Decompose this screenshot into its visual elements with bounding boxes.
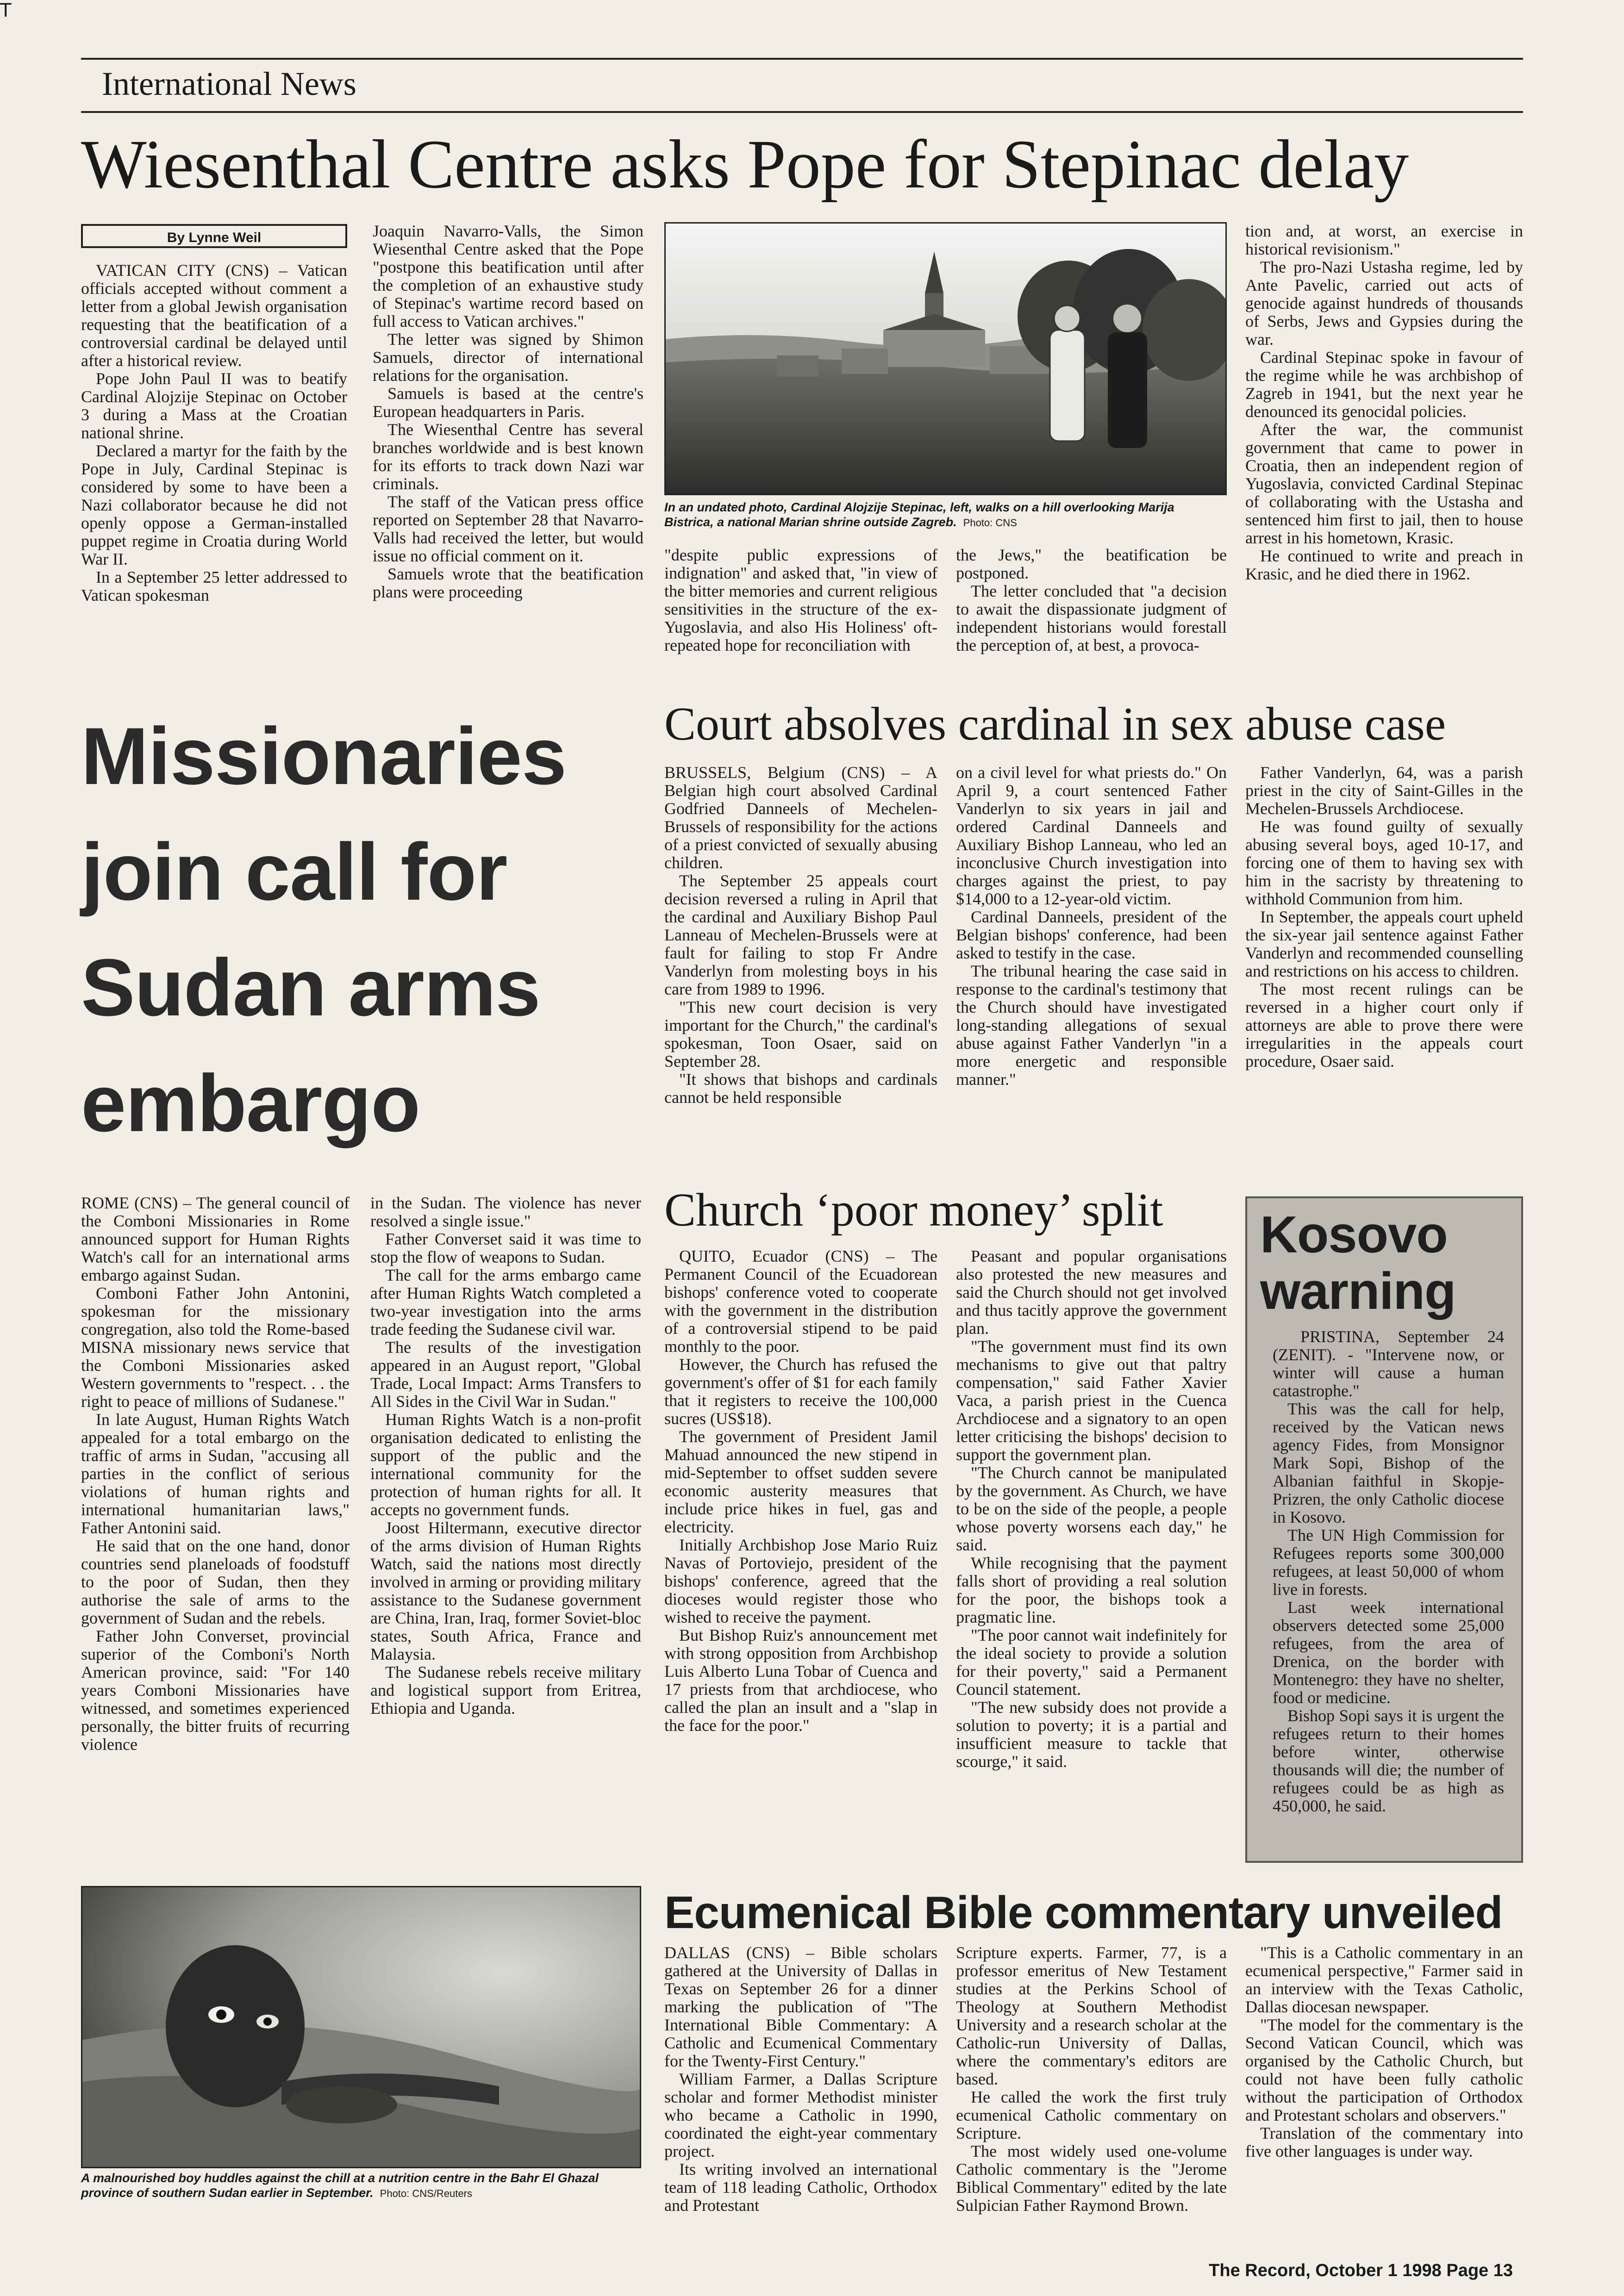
paragraph: "This new court decision is very important for the Church," the cardinal's spokesman, Toon Osaer, said on September 28. (664, 998, 937, 1070)
paragraph: Its writing involved an international team of 118 leading Catholic, Orthodox and Protestant (664, 2160, 937, 2215)
sudan-col-1 (81, 1194, 350, 1879)
section-rule (81, 111, 1523, 113)
section-label: International News (102, 65, 356, 102)
paragraph: The pro-Nazi Ustasha regime, led by Ante Pavelic, carried out acts of genocide against hundreds of thousands of Serbs, Jews and Gypsies during the war. (1245, 258, 1523, 348)
paragraph: Bishop Sopi says it is urgent the refugees return to their homes before winter, otherwise thousands will die; the number of refugees could be as high as 450,000, he said. (1273, 1706, 1504, 1815)
paragraph: Human Rights Watch is a non-profit organisation dedicated to enlisting the support of the public and the international community for the protection of human rights for all. It accepts no government funds. (370, 1410, 641, 1519)
paragraph: The UN High Commission for Refugees reports some 300,000 refugees, at least 50,000 of whom live in forests. (1273, 1526, 1504, 1599)
church-col-2 (956, 1247, 1227, 1872)
paragraph: Scripture experts. Farmer, 77, is a professor emeritus of New Testament studies at the Perkins School of Theology at Southern Methodist University and a research scholar at the Catholic-run University of Dallas, where the commentary's editors are based. (956, 1943, 1227, 2088)
stepinac-photo (664, 222, 1227, 495)
headline-line: join call for (81, 827, 507, 917)
paragraph: DALLAS (CNS) – Bible scholars gathered at the University of Dallas in Texas on September 26 for a dinner marking the publication of "The International Bible Commentary: A Catholic and Ecumenical Commentary for the Twenty-First Century." (664, 1943, 937, 2070)
paragraph: Declared a martyr for the faith by the Pope in July, Cardinal Stepinac is considered by some to have been a Nazi collaborator because he did not openly oppose a German-installed puppet regime in Croatia during World War II. (81, 442, 347, 568)
headline-line: Kosovo (1260, 1206, 1448, 1263)
paragraph: "This is a Catholic commentary in an ecumenical perspective," Farmer said in an interview with the Texas Catholic, Dallas diocesan newspaper. (1245, 1943, 1523, 2016)
court-col-1 (664, 764, 937, 1171)
paragraph: The Sudanese rebels receive military and logistical support from Eritrea, Ethiopia and Uganda. (370, 1663, 641, 1717)
paragraph: VATICAN CITY (CNS) – Vatican officials accepted without comment a letter from a global Jewish organisation requesting that the beatification of a controversial cardinal be delayed until after a historical review. (81, 261, 347, 370)
caption-text: A malnourished boy huddles against the chill at a nutrition centre in the Bahr El Ghazal province of southern Sudan earlier in September. (81, 2171, 599, 2200)
paragraph: "The government must find its own mechanisms to give out that paltry compensation," said Father Xavier Vaca, a parish priest in the Cuenca Archdiocese and a signatory to an open letter criticising the bishops' decision to support the government plan. (956, 1337, 1227, 1464)
sudan-caption (81, 2171, 641, 2201)
paragraph: In late August, Human Rights Watch appealed for a total embargo on the traffic of arms in Sudan, "accusing all parties in the conflict of serious violations of human rights and international humanitarian laws," Father Antonini said. (81, 1410, 350, 1537)
paragraph: QUITO, Ecuador (CNS) – The Permanent Council of the Ecuadorean bishops' conference voted to cooperate with the government in the distribution of a controversial stipend to be paid monthly to the poor. (664, 1247, 937, 1356)
court-col-2 (956, 764, 1227, 1171)
paragraph: The letter was signed by Shimon Samuels, director of international relations for the organisation. (373, 330, 643, 385)
photo-credit: Photo: CNS/Reuters (380, 2188, 472, 2199)
stepinac-caption (664, 500, 1227, 530)
paragraph: William Farmer, a Dallas Scripture scholar and former Methodist minister who became a Catholic in 1990, coordinated the eight-year commentary project. (664, 2070, 937, 2160)
paragraph: However, the Church has refused the government's offer of $1 for each family that it registers to receive the 100,000 sucres (US$18). (664, 1355, 937, 1428)
paragraph: Peasant and popular organisations also protested the new measures and said the Church should not get involved and thus tacitly approve the government plan. (956, 1247, 1227, 1338)
paragraph: Comboni Father John Antonini, spokesman for the missionary congregation, also told the Rome-based MISNA missionary news service that the Comboni Missionaries asked Western governments to "respect. . . the right to peace of millions of Sudanese." (81, 1284, 350, 1411)
paragraph: tion and, at worst, an exercise in historical revisionism." (1245, 222, 1523, 258)
paragraph: While recognising that the payment falls short of providing a real solution for the poor, the bishops took a pragmatic line. (956, 1554, 1227, 1626)
stepinac-col-4 (956, 546, 1227, 680)
church-headline: Church ‘poor money’ split (664, 1184, 1163, 1236)
paragraph: The tribunal hearing the case said in response to the cardinal's testimony that the Church should have investigated long-standing allegations of sexual abuse against Father Vanderlyn "in a more energetic and responsible manner." (956, 962, 1227, 1089)
paragraph: Joost Hiltermann, executive director of the arms division of Human Rights Watch, said the nations most directly involved in arming or providing military assistance to the Sudanese government are China, Iran, Iraq, former Soviet-bloc states, South Africa, France and Malaysia. (370, 1518, 641, 1663)
church-col-1 (664, 1247, 937, 1872)
photo-credit: Photo: CNS (963, 517, 1017, 529)
sudan-headline (81, 699, 650, 1162)
paragraph: The staff of the Vatican press office reported on September 28 that Navarro-Valls had received the letter, but would issue no official comment on it. (373, 492, 643, 565)
headline-line: embargo (81, 1058, 420, 1149)
paragraph: This was the call for help, received by the Vatican news agency Fides, from Monsignor Mark Sopi, Bishop of the Albanian faithful in Skopje-Prizren, the only Catholic diocese in Kosovo. (1273, 1400, 1504, 1526)
kosovo-body (1273, 1328, 1504, 1851)
stepinac-photo-image (666, 224, 1227, 495)
paragraph: He called the work the first truly ecumenical Catholic commentary on Scripture. (956, 2088, 1227, 2142)
paragraph: He continued to write and preach in Krasic, and he died there in 1962. (1245, 547, 1523, 583)
top-rule (81, 58, 1523, 60)
stepinac-col-1 (81, 261, 347, 678)
stepinac-byline: By Lynne Weil (81, 224, 347, 248)
kosovo-headline (1260, 1207, 1455, 1319)
paragraph: Pope John Paul II was to beatify Cardinal Alojzije Stepinac on October 3 during a Mass at the Croatian national shrine. (81, 369, 347, 442)
kosovo-box (1245, 1196, 1523, 1863)
page-footer: The Record, October 1 1998 Page 13 (1209, 2261, 1513, 2280)
paragraph: the Jews," the beatification be postponed. (956, 546, 1227, 582)
bible-headline: Ecumenical Bible commentary unveiled (664, 1887, 1503, 1938)
stepinac-col-3 (664, 546, 937, 680)
paragraph: Last week international observers detected some 25,000 refugees, from the area of Drenica, on the border with Montenegro: they have no shelter, food or medicine. (1273, 1598, 1504, 1707)
paragraph: "The model for the commentary is the Second Vatican Council, which was organised by the Catholic Church, but could not have been fully catholic without the participation of Orthodox and Protestant scholars and observers." (1245, 2016, 1523, 2124)
paragraph: PRISTINA, September 24 (ZENIT). - "Intervene now, or winter will cause a human catastrophe." (1273, 1327, 1504, 1400)
stepinac-col-2 (373, 222, 643, 680)
caption-text: In an undated photo, Cardinal Alojzije Stepinac, left, walks on a hill overlooking Marija Bistrica, a national Marian shrine outside Zagreb. (664, 500, 1174, 529)
paragraph: "The new subsidy does not provide a solution to poverty; it is a partial and insufficient measure to tackle that scourge," it said. (956, 1698, 1227, 1771)
paragraph: The most recent rulings can be reversed in a higher court only if attorneys are able to prove there were irregularities in the appeals court procedure, Osaer said. (1245, 980, 1523, 1070)
paragraph: Initially Archbishop Jose Mario Ruiz Navas of Portoviejo, president of the bishops' conference, agreed that the dioceses would register those who wished to receive the payment. (664, 1536, 937, 1626)
paragraph: "despite public expressions of indignation" and asked that, "in view of the bitter memories and current religious sensitivities in the structure of the ex-Yugoslavia, and also His Holiness' oft-repeated hope for reconciliation with (664, 546, 937, 654)
sudan-col-2 (370, 1194, 641, 1879)
headline-line: warning (1260, 1262, 1456, 1320)
paragraph: The call for the arms embargo came after Human Rights Watch completed a two-year investigation into the arms trade feeding the Sudanese civil war. (370, 1266, 641, 1338)
paragraph: Father Vanderlyn, 64, was a parish priest in the city of Saint-Gilles in the Mechelen-Brussels Archdiocese. (1245, 763, 1523, 818)
stepinac-col-5 (1245, 222, 1523, 680)
paragraph: Cardinal Danneels, president of the Belgian bishops' conference, had been asked to testify in the case. (956, 908, 1227, 962)
court-col-3 (1245, 764, 1523, 1171)
bible-col-3 (1245, 1944, 1523, 2240)
headline-line: Sudan arms (81, 943, 540, 1033)
paragraph: in the Sudan. The violence has never resolved a single issue." (370, 1194, 641, 1230)
paragraph: The government of President Jamil Mahuad announced the new stipend in mid-September to offset sudden severe economic austerity measures that include price hikes in fuel, gas and electricity. (664, 1427, 937, 1536)
paragraph: He said that on the one hand, donor countries send planeloads of foodstuff to the poor of Sudan, then they authorise the sale of arms to the government of Sudan and the rebels. (81, 1537, 350, 1627)
bible-col-2 (956, 1944, 1227, 2240)
corner-mark: T (0, 0, 12, 21)
paragraph: Cardinal Stepinac spoke in favour of the regime while he was archbishop of Zagreb in 1941, but the next year he denounced its genocidal policies. (1245, 348, 1523, 421)
paragraph: BRUSSELS, Belgium (CNS) – A Belgian high court absolved Cardinal Godfried Danneels of Mechelen-Brussels of responsibility for the actions of a priest convicted of sexually abusing children. (664, 763, 937, 872)
paragraph: The Wiesenthal Centre has several branches worldwide and is best known for its efforts to track down Nazi war criminals. (373, 420, 643, 493)
paragraph: Father Converset said it was time to stop the flow of weapons to Sudan. (370, 1230, 641, 1266)
bible-col-1 (664, 1944, 937, 2240)
paragraph: Joaquin Navarro-Valls, the Simon Wiesenthal Centre asked that the Pope "postpone this beatification until after the completion of an exhaustive study of Stepinac's wartime record based on full access to Vatican archives." (373, 222, 643, 330)
paragraph: But Bishop Ruiz's announcement met with strong opposition from Archbishop Luis Alberto Luna Tobar of Cuenca and 17 priests from that archdiocese, who called the plan an insult and a "slap in the face for the poor." (664, 1626, 937, 1735)
stepinac-headline: Wiesenthal Centre asks Pope for Stepinac delay (81, 126, 1409, 203)
paragraph: "It shows that bishops and cardinals cannot be held responsible (664, 1070, 937, 1107)
court-headline: Court absolves cardinal in sex abuse case (664, 698, 1446, 750)
paragraph: Samuels wrote that the beatification plans were proceeding (373, 565, 643, 601)
sudan-photo (81, 1886, 641, 2168)
paragraph: The most widely used one-volume Catholic commentary is the "Jerome Biblical Commentary" edited by the late Sulpician Father Raymond Brown. (956, 2142, 1227, 2215)
paragraph: ROME (CNS) – The general council of the Comboni Missionaries in Rome announced support for Human Rights Watch's call for an international arms embargo against Sudan. (81, 1194, 350, 1284)
headline-line: Missionaries (81, 711, 567, 802)
paragraph: Translation of the commentary into five other languages is under way. (1245, 2124, 1523, 2160)
paragraph: After the war, the communist government that came to power in Croatia, then an independent region of Yugoslavia, convicted Cardinal Stepinac of collaborating with the Ustasha and sentenced him first to jail, then to house arrest in his hometown, Krasic. (1245, 420, 1523, 547)
paragraph: "The poor cannot wait indefinitely for the ideal society to provide a solution for their poverty," said a Permanent Council statement. (956, 1626, 1227, 1699)
paragraph: In September, the appeals court upheld the six-year jail sentence against Father Vanderlyn and recommended counselling and restrictions on his access to children. (1245, 908, 1523, 980)
paragraph: Samuels is based at the centre's European headquarters in Paris. (373, 384, 643, 421)
paragraph: on a civil level for what priests do." On April 9, a court sentenced Father Vanderlyn to six years in jail and ordered Cardinal Danneels and Auxiliary Bishop Lanneau, who led an inconclusive Church investigation into charges against the priest, to pay $14,000 to a 12-year-old victim. (956, 763, 1227, 908)
paragraph: Father John Converset, provincial superior of the Comboni's North American province, said: "For 140 years Comboni Missionaries have witnessed, and sometimes experienced personally, the bitter fruits of recurring violence (81, 1627, 350, 1754)
paragraph: "The Church cannot be manipulated by the government. As Church, we have to be on the side of the people, a people whose poverty worsens each day," he said. (956, 1463, 1227, 1554)
paragraph: In a September 25 letter addressed to Vatican spokesman (81, 568, 347, 604)
sudan-photo-image (82, 1887, 641, 2168)
paragraph: The results of the investigation appeared in an August report, "Global Trade, Local Impact: Arms Transfers to All Sides in the Civil War in Sudan." (370, 1338, 641, 1411)
paragraph: The September 25 appeals court decision reversed a ruling in April that the cardinal and Auxiliary Bishop Paul Lanneau of Mechelen-Brussels were at fault for failing to stop Fr Andre Vanderlyn from molesting boys in his care from 1989 to 1996. (664, 871, 937, 998)
paragraph: The letter concluded that "a decision to await the dispassionate judgment of independent historians would forestall the perception of, at best, a provoca- (956, 582, 1227, 654)
paragraph: He was found guilty of sexually abusing several boys, aged 10-17, and forcing one of them to having sex with him in the sacristy by threatening to withhold Communion from him. (1245, 817, 1523, 908)
